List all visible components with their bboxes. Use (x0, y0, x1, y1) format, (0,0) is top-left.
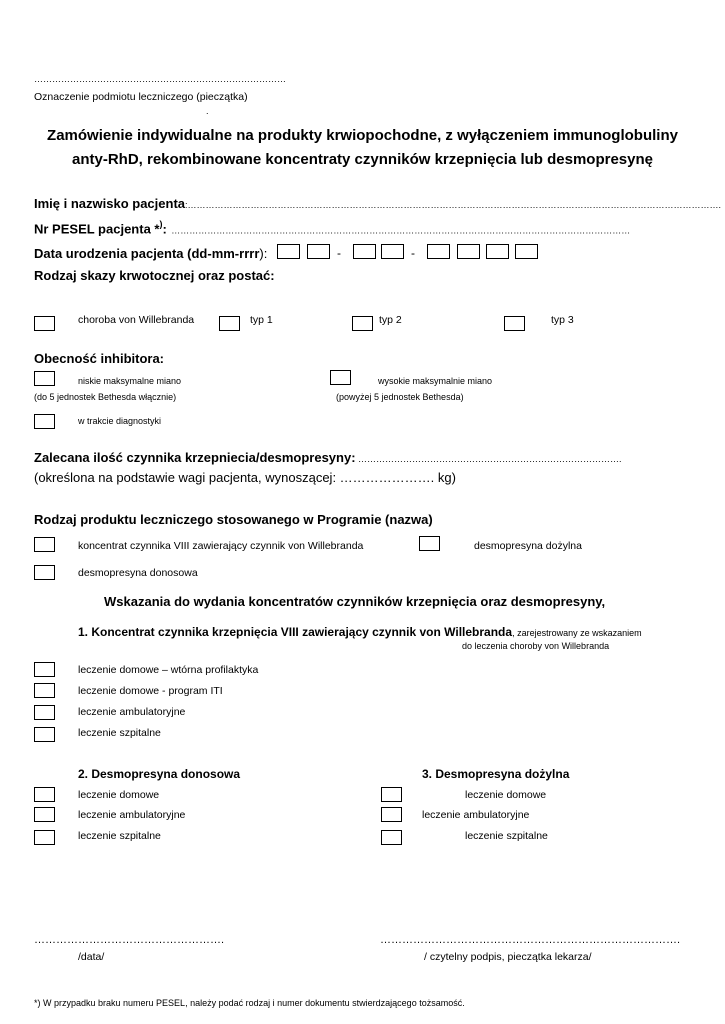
inhibitor-diagnostics-checkbox[interactable] (34, 414, 55, 429)
inhibitor-high-checkbox[interactable] (330, 370, 351, 385)
stamp-mark: . (206, 106, 209, 116)
s2-item-3-label: leczenie szpitalne (78, 830, 161, 842)
dob-label: Data urodzenia pacjenta (dd-mm-rrrr (34, 246, 260, 261)
type1-checkbox[interactable] (219, 316, 240, 331)
patient-name-field[interactable]: :……………………………………………………………………………………………………………………………………………………………. (185, 200, 722, 210)
indication-s2-title: 2. Desmopresyna donosowa (78, 767, 241, 781)
s3-item-2-checkbox[interactable] (381, 807, 402, 822)
inhibitor-low-note: (do 5 jednostek Bethesda włącznie) (34, 392, 177, 402)
signature-label: / czytelny podpis, pieczątka lekarza/ (424, 951, 592, 963)
s2-item-1-checkbox[interactable] (34, 787, 55, 802)
s1-item-4-label: leczenie szpitalne (78, 727, 161, 739)
type3-checkbox[interactable] (504, 316, 525, 331)
dob-year-digit-2[interactable] (457, 244, 480, 259)
inhibitor-heading: Obecność inhibitora: (34, 351, 165, 366)
s1-item-4-checkbox[interactable] (34, 727, 55, 742)
dob-year-digit-1[interactable] (427, 244, 450, 259)
dob-month-digit-2[interactable] (381, 244, 404, 259)
s1-item-3-checkbox[interactable] (34, 705, 55, 720)
dob-day-digit-1[interactable] (277, 244, 300, 259)
indication-s1-title-row (78, 623, 642, 641)
product-fviii-label: koncentrat czynnika VIII zawierający czynnik von Willebranda (78, 540, 364, 552)
type1-label: typ 1 (250, 314, 273, 326)
patient-name-row (34, 195, 721, 213)
product-desmo-iv-label: desmopresyna dożylna (474, 540, 582, 552)
type3-label: typ 3 (551, 314, 574, 326)
defect-label: Rodzaj skazy krwotocznej oraz postać: (34, 268, 275, 283)
s3-item-1-label: leczenie domowe (465, 789, 547, 801)
indication-s1-note2: do leczenia choroby von Willebranda (462, 641, 610, 651)
product-desmo-nasal-label: desmopresyna donosowa (78, 567, 198, 579)
dob-month-digit-1[interactable] (353, 244, 376, 259)
footnote: *) W przypadku braku numeru PESEL, należy podać rodzaj i numer dokumentu stwierdzającego tożsamość. (34, 998, 465, 1008)
pesel-label: Nr PESEL pacjenta * (34, 221, 160, 237)
s3-item-2-label: leczenie ambulatoryjne (422, 809, 530, 821)
s1-item-2-label: leczenie domowe - program ITI (78, 685, 223, 697)
s1-item-3-label: leczenie ambulatoryjne (78, 706, 186, 718)
s1-item-1-label: leczenie domowe – wtórna profilaktyka (78, 664, 259, 676)
type2-checkbox[interactable] (352, 316, 373, 331)
s1-item-1-checkbox[interactable] (34, 662, 55, 677)
product-heading: Rodzaj produktu leczniczego stosowanego w Programie (nazwa) (34, 512, 433, 527)
product-desmo-nasal-checkbox[interactable] (34, 565, 55, 580)
s2-item-2-checkbox[interactable] (34, 807, 55, 822)
dose-field[interactable]: ……………………………………………………………………………. (355, 454, 622, 464)
dob-day-digit-2[interactable] (307, 244, 330, 259)
inhibitor-high-label: wysokie maksymalnie miano (378, 376, 493, 386)
indication-s3-title: 3. Desmopresyna dożylna (422, 767, 570, 781)
inhibitor-diagnostics-label: w trakcie diagnostyki (78, 416, 162, 426)
indications-heading: Wskazania do wydania koncentratów czynników krzepnięcia oraz desmopresyny, (104, 594, 606, 609)
type2-label: typ 2 (379, 314, 402, 326)
dob-year-digit-4[interactable] (515, 244, 538, 259)
s3-item-3-checkbox[interactable] (381, 830, 402, 845)
inhibitor-low-label: niskie maksymalne miano (78, 376, 182, 386)
inhibitor-high-note: (powyżej 5 jednostek Bethesda) (336, 392, 464, 402)
page-title-line1: Zamówienie indywidualne na produkty krwiopochodne, z wyłączeniem immunoglobuliny (47, 127, 678, 144)
s3-item-3-label: leczenie szpitalne (465, 830, 548, 842)
inhibitor-low-checkbox[interactable] (34, 371, 55, 386)
vwd-checkbox[interactable] (34, 316, 55, 331)
pesel-row (34, 219, 630, 238)
dose-weight-line: (określona na podstawie wagi pacjenta, wynoszącej: …………………. kg) (34, 470, 456, 485)
date-field[interactable]: ……………………………………………. (34, 934, 225, 946)
patient-name-label: Imię i nazwisko pacjenta (34, 196, 185, 211)
s1-item-2-checkbox[interactable] (34, 683, 55, 698)
stamp-label: Oznaczenie podmiotu leczniczego (pieczątka) (34, 91, 248, 103)
s2-item-1-label: leczenie domowe (78, 789, 160, 801)
indication-s1-title: 1. Koncentrat czynnika krzepnięcia VIII zawierający czynnik von Willebranda (78, 625, 513, 639)
dob-separator-1: - (337, 246, 341, 260)
s3-item-1-checkbox[interactable] (381, 787, 402, 802)
signature-field[interactable]: ………………………………………………………………………. (380, 934, 681, 946)
s2-item-3-checkbox[interactable] (34, 830, 55, 845)
stamp-dots: ………………………………………………………………………… (34, 74, 286, 84)
dob-label-close: ): (259, 246, 268, 261)
indication-s1-note: , zarejestrowany ze wskazaniem (512, 628, 642, 638)
dob-separator-2: - (411, 246, 415, 260)
product-fviii-checkbox[interactable] (34, 537, 55, 552)
s2-item-2-label: leczenie ambulatoryjne (78, 809, 186, 821)
pesel-footnote-mark: ) (159, 219, 163, 229)
dob-year-digit-3[interactable] (486, 244, 509, 259)
pesel-colon: : (162, 221, 167, 237)
product-desmo-iv-checkbox[interactable] (419, 536, 440, 551)
dob-label-row (34, 245, 267, 263)
pesel-field[interactable]: ……………………………………………………………………………………………………………………………………… (171, 225, 631, 236)
vwd-label: choroba von Willebranda (78, 314, 195, 326)
dose-row (34, 449, 622, 467)
page-title-line2: anty-RhD, rekombinowane koncentraty czynników krzepnięcia lub desmopresynę (72, 151, 653, 168)
dose-label: Zalecana ilość czynnika krzepniecia/desmopresyny: (34, 450, 356, 465)
date-label: /data/ (78, 951, 105, 963)
